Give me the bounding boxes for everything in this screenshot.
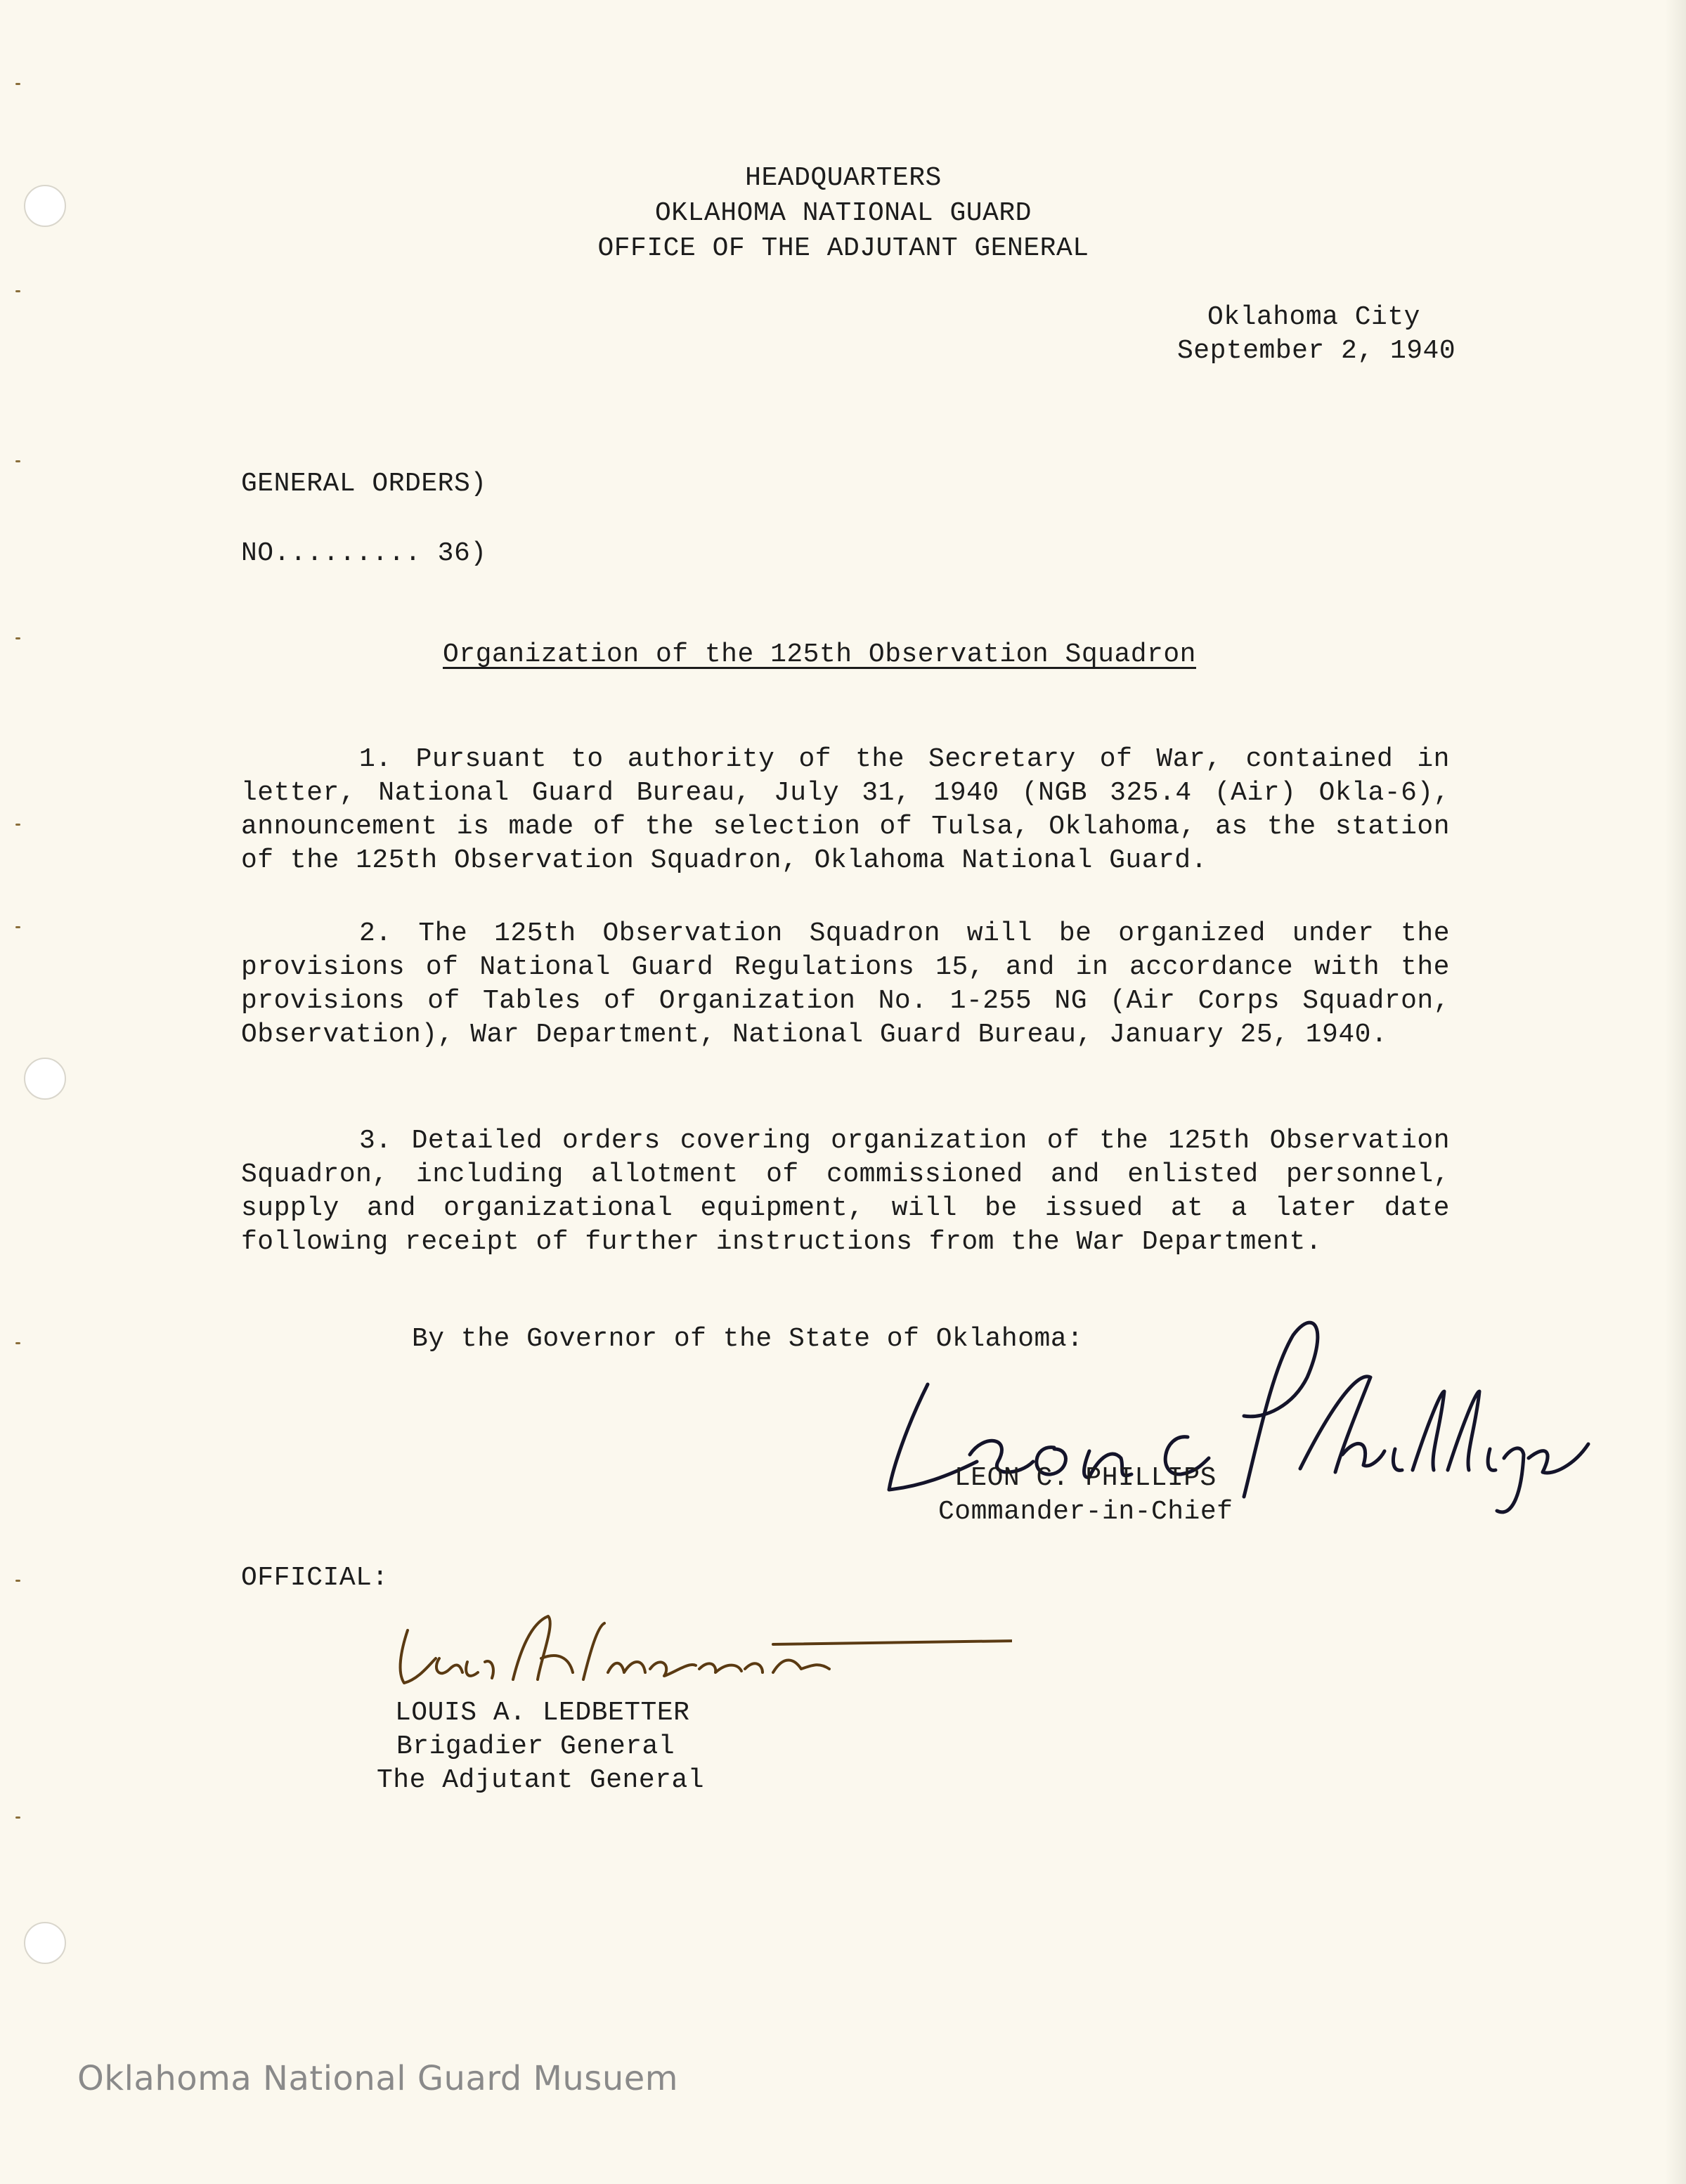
edge-speck	[15, 290, 20, 292]
paragraph-1-text: 1. Pursuant to authority of the Secretary of War, contained in letter, National Guard Bureau, July 31, 1940 (NGB 325.4 (Air) Okla-6), announcement is made of the selection of Tulsa, Oklahoma, as the station of the 125th Observation Squadron, Oklahoma National Guard.	[241, 744, 1450, 876]
adjutant-rank: Brigadier General	[396, 1731, 675, 1762]
binder-hole	[24, 1058, 66, 1100]
governor-name: LEON C. PHILLIPS	[954, 1463, 1217, 1493]
edge-speck	[15, 83, 20, 85]
paragraph-3-text: 3. Detailed orders covering organization of the 125th Observation Squadron, including allotment of commissioned and enlisted personnel, supply and organizational equipment, will be issued at a later date following receipt of further instructions from the War Department.	[241, 1126, 1450, 1257]
edge-speck	[15, 1816, 20, 1819]
adjutant-title: The Adjutant General	[377, 1765, 705, 1795]
adjutant-signature	[380, 1602, 1012, 1701]
paragraph-3	[241, 1124, 1450, 1259]
museum-watermark: Oklahoma National Guard Musuem	[77, 2059, 679, 2098]
edge-speck	[15, 1580, 20, 1582]
governor-line: By the Governor of the State of Oklahoma:	[412, 1324, 1084, 1354]
page-edge	[1665, 0, 1686, 2184]
paragraph-1	[241, 743, 1450, 878]
binder-hole	[24, 1922, 66, 1964]
edge-speck	[15, 926, 20, 928]
paragraph-2-text: 2. The 125th Observation Squadron will be organized under the provisions of National Guard Regulations 15, and in accordance with the provisions of Tables of Organization No. 1-255 NG (Air Corps Squadron, Observation), War Department, National Guard Bureau, January 25, 1940.	[241, 918, 1450, 1050]
edge-speck	[15, 824, 20, 826]
edge-speck	[15, 460, 20, 462]
paragraph-2	[241, 917, 1450, 1052]
binder-hole	[24, 185, 66, 227]
official-label: OFFICIAL:	[241, 1563, 389, 1593]
document-title: Organization of the 125th Observation Squadron	[443, 639, 1196, 670]
header-line-3: OFFICE OF THE ADJUTANT GENERAL	[597, 233, 1089, 264]
edge-speck	[15, 1342, 20, 1344]
adjutant-name: LOUIS A. LEDBETTER	[395, 1698, 690, 1728]
city: Oklahoma City	[1207, 302, 1420, 332]
governor-title: Commander-in-Chief	[938, 1497, 1233, 1527]
header-line-2: OKLAHOMA NATIONAL GUARD	[655, 198, 1032, 228]
order-number: NO......... 36)	[241, 538, 487, 568]
date: September 2, 1940	[1177, 336, 1456, 366]
general-orders-label: GENERAL ORDERS)	[241, 469, 487, 499]
edge-speck	[15, 637, 20, 639]
header-line-1: HEADQUARTERS	[745, 163, 942, 193]
